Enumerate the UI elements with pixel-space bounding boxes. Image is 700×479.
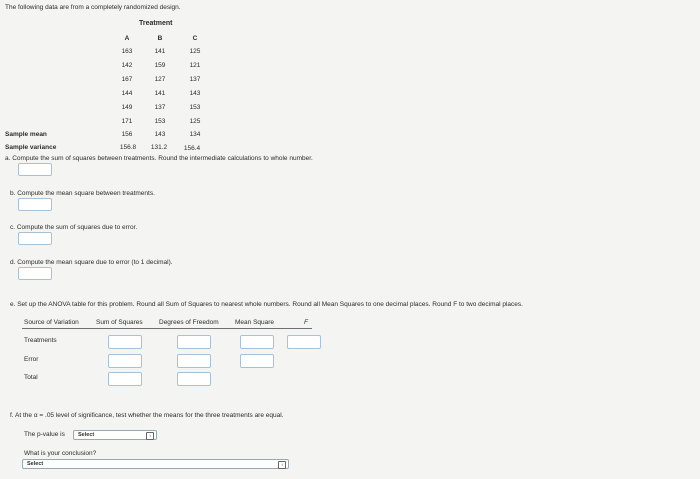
question-f-text: f. At the α = .05 level of significance, test whether the means for the three treatments are equal.: [10, 412, 284, 419]
anova-header-mean-square: Mean Square: [235, 319, 275, 326]
total-sum-of-squares-input[interactable]: [108, 372, 142, 386]
error-sum-of-squares-input[interactable]: [108, 354, 142, 368]
anova-row-total: Total: [24, 374, 38, 381]
column-header: C: [192, 35, 198, 42]
conclusion-label: What is your conclusion?: [24, 450, 97, 457]
conclusion-select[interactable]: [22, 459, 289, 469]
chevron-updown-icon: ↕: [278, 461, 286, 469]
table-heading: Treatment: [139, 20, 173, 27]
table-cell: 143: [189, 90, 201, 97]
f-statistic-input[interactable]: [287, 335, 321, 349]
intro-text: The following data are from a completely randomized design.: [5, 4, 181, 11]
anova-header-divider: [22, 328, 312, 329]
error-degrees-of-freedom-input[interactable]: [177, 354, 211, 368]
table-cell: 125: [189, 48, 201, 55]
table-cell: 153: [154, 118, 166, 125]
sample-variance-value: 156.4: [183, 145, 201, 152]
table-cell: 153: [189, 104, 201, 111]
table-cell: 121: [189, 62, 201, 69]
column-header: B: [157, 35, 163, 42]
table-cell: 171: [121, 118, 133, 125]
p-value-select[interactable]: [73, 430, 157, 440]
table-cell: 167: [121, 76, 133, 83]
anova-header-degrees-of-freedom: Degrees of Freedom: [159, 319, 219, 326]
table-cell: 127: [154, 76, 166, 83]
answer-c-input[interactable]: [18, 232, 52, 245]
sample-variance-label: Sample variance: [5, 144, 57, 151]
table-cell: 125: [189, 118, 201, 125]
table-cell: 163: [121, 48, 133, 55]
table-cell: 141: [154, 48, 166, 55]
answer-a-input[interactable]: [18, 163, 52, 176]
table-cell: 159: [154, 62, 166, 69]
sample-mean-value: 134: [189, 131, 201, 138]
table-cell: 144: [121, 90, 133, 97]
column-header: A: [124, 35, 130, 42]
p-value-label: The p-value is: [24, 431, 65, 438]
sample-mean-label: Sample mean: [5, 131, 47, 138]
question-b-text: b. Compute the mean square between treatments.: [10, 190, 155, 197]
treatments-mean-square-input[interactable]: [240, 335, 274, 349]
p-value-select-value: Select: [78, 432, 95, 438]
sample-variance-value: 156.8: [119, 144, 137, 151]
conclusion-select-value: Select: [27, 461, 44, 467]
anova-header-sum-of-squares: Sum of Squares: [96, 319, 143, 326]
anova-header-f: F: [304, 319, 308, 326]
sample-mean-value: 156: [121, 131, 133, 138]
question-e-text: e. Set up the ANOVA table for this problem. Round all Sum of Squares to nearest whole numbers. Round all Mean Squares to one decimal places. Round F to two decimal places.: [10, 301, 523, 308]
sample-mean-value: 143: [154, 131, 166, 138]
question-a-text: a. Compute the sum of squares between treatments. Round the intermediate calculations to whole number.: [5, 155, 313, 162]
table-cell: 149: [121, 104, 133, 111]
table-cell: 137: [154, 104, 166, 111]
answer-d-input[interactable]: [18, 267, 52, 280]
anova-row-treatments: Treatments: [24, 337, 57, 344]
question-c-text: c. Compute the sum of squares due to error.: [10, 224, 138, 231]
treatments-sum-of-squares-input[interactable]: [108, 335, 142, 349]
table-cell: 142: [121, 62, 133, 69]
anova-header-source: Source of Variation: [24, 319, 79, 326]
table-cell: 137: [189, 76, 201, 83]
chevron-updown-icon: ↕: [146, 432, 154, 440]
anova-row-error: Error: [24, 356, 39, 363]
sample-variance-value: 131.2: [150, 144, 168, 151]
total-degrees-of-freedom-input[interactable]: [177, 372, 211, 386]
treatments-degrees-of-freedom-input[interactable]: [177, 335, 211, 349]
answer-b-input[interactable]: [18, 198, 52, 211]
error-mean-square-input[interactable]: [240, 354, 274, 368]
question-d-text: d. Compute the mean square due to error (to 1 decimal).: [10, 259, 173, 266]
table-cell: 141: [154, 90, 166, 97]
